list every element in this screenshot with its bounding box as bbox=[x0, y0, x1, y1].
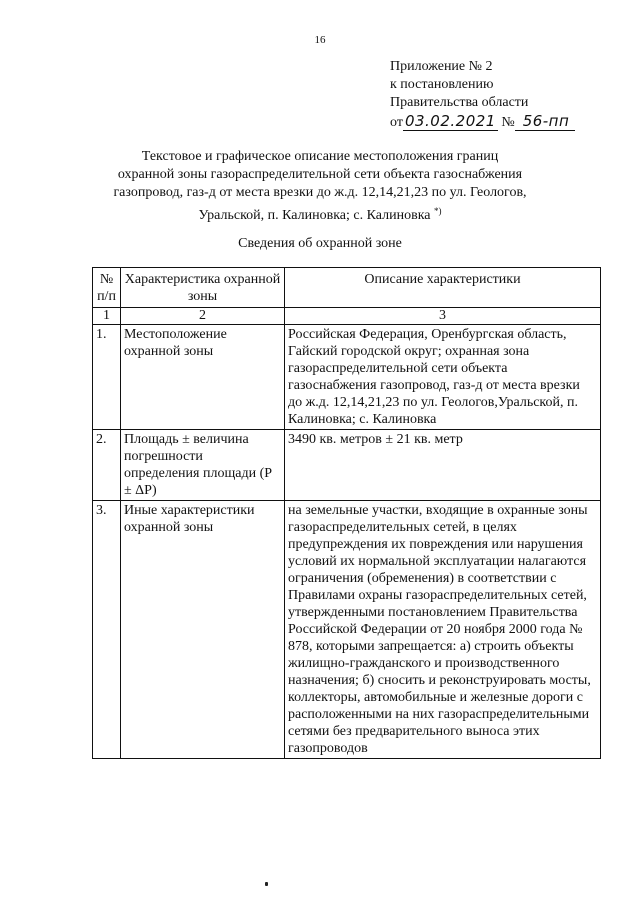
row-characteristic: Иные характеристики охранной зоны bbox=[121, 501, 285, 759]
zone-info-table bbox=[92, 267, 601, 759]
table-header-row bbox=[93, 268, 601, 308]
handwritten-number: 56-пп bbox=[515, 112, 576, 131]
document-title bbox=[0, 148, 640, 225]
title-line-4-text: Уральской, п. Калиновка; с. Калиновка bbox=[198, 208, 431, 223]
row-number: 1. bbox=[93, 325, 121, 430]
row-characteristic: Площадь ± величина погрешности определения площади (P ± ΔP) bbox=[121, 430, 285, 501]
row-description: Российская Федерация, Оренбургская область, Гайский городской округ; охранная зона газораспределительной сети объекта газоснабжения газопровод, газ-д от места врезки до ж.д. 12,14,21,23 по ул. Геологов,Уральской, п. Калиновка; с. Калиновка bbox=[285, 325, 601, 430]
header-number: № п/п bbox=[93, 268, 121, 308]
column-number-1: 1 bbox=[93, 308, 121, 325]
appendix-title: Приложение № 2 bbox=[390, 59, 493, 74]
title-line-4 bbox=[0, 202, 640, 225]
number-label: № bbox=[501, 115, 515, 130]
header-characteristic: Характеристика охранной зоны bbox=[121, 268, 285, 308]
row-description: 3490 кв. метров ± 21 кв. метр bbox=[285, 430, 601, 501]
column-number-3: 3 bbox=[285, 308, 601, 325]
from-label: от bbox=[390, 115, 403, 130]
header-description: Описание характеристики bbox=[285, 268, 601, 308]
column-number-row bbox=[93, 308, 601, 325]
appendix-header bbox=[390, 58, 575, 132]
appendix-government-label: Правительства области bbox=[390, 95, 529, 110]
table-row bbox=[93, 325, 601, 430]
row-number: 3. bbox=[93, 501, 121, 759]
section-subtitle: Сведения об охранной зоне bbox=[238, 236, 402, 251]
row-description: на земельные участки, входящие в охранные зоны газораспределительных сетей, в целях предупреждения их повреждения или нарушения условий их нормальной эксплуатации налагаются ограничения (обременения) в соответствии с Правилами охраны газораспределительных сетей, утвержденными постановлением Правительства Российской Федерации от 20 ноября 2000 года № 878, которыми запрещается: а) строить объекты жилищно-гражданского и производственного назначения; б) сносить и реконструировать мосты, коллекторы, автомобильные и железные дороги с расположенными на них газораспределительными сетями без предварительного выноса этих газопроводов bbox=[285, 501, 601, 759]
table-row bbox=[93, 501, 601, 759]
title-line-2: охранной зоны газораспределительной сети объекта газоснабжения bbox=[117, 167, 523, 182]
footnote-mark: *) bbox=[434, 206, 442, 216]
appendix-resolution-label: к постановлению bbox=[390, 77, 494, 92]
handwritten-date: 03.02.2021 bbox=[404, 112, 496, 130]
column-number-2: 2 bbox=[121, 308, 285, 325]
table-row bbox=[93, 430, 601, 501]
row-number: 2. bbox=[93, 430, 121, 501]
row-characteristic: Местоположение охранной зоны bbox=[121, 325, 285, 430]
title-line-1: Текстовое и графическое описание местоположения границ bbox=[141, 149, 499, 164]
scan-artifact-mark bbox=[265, 882, 268, 886]
title-line-3: газопровод, газ-д от места врезки до ж.д. 12,14,21,23 по ул. Геологов, bbox=[113, 185, 527, 200]
page-number: 16 bbox=[314, 34, 326, 46]
appendix-date-line bbox=[390, 112, 575, 132]
